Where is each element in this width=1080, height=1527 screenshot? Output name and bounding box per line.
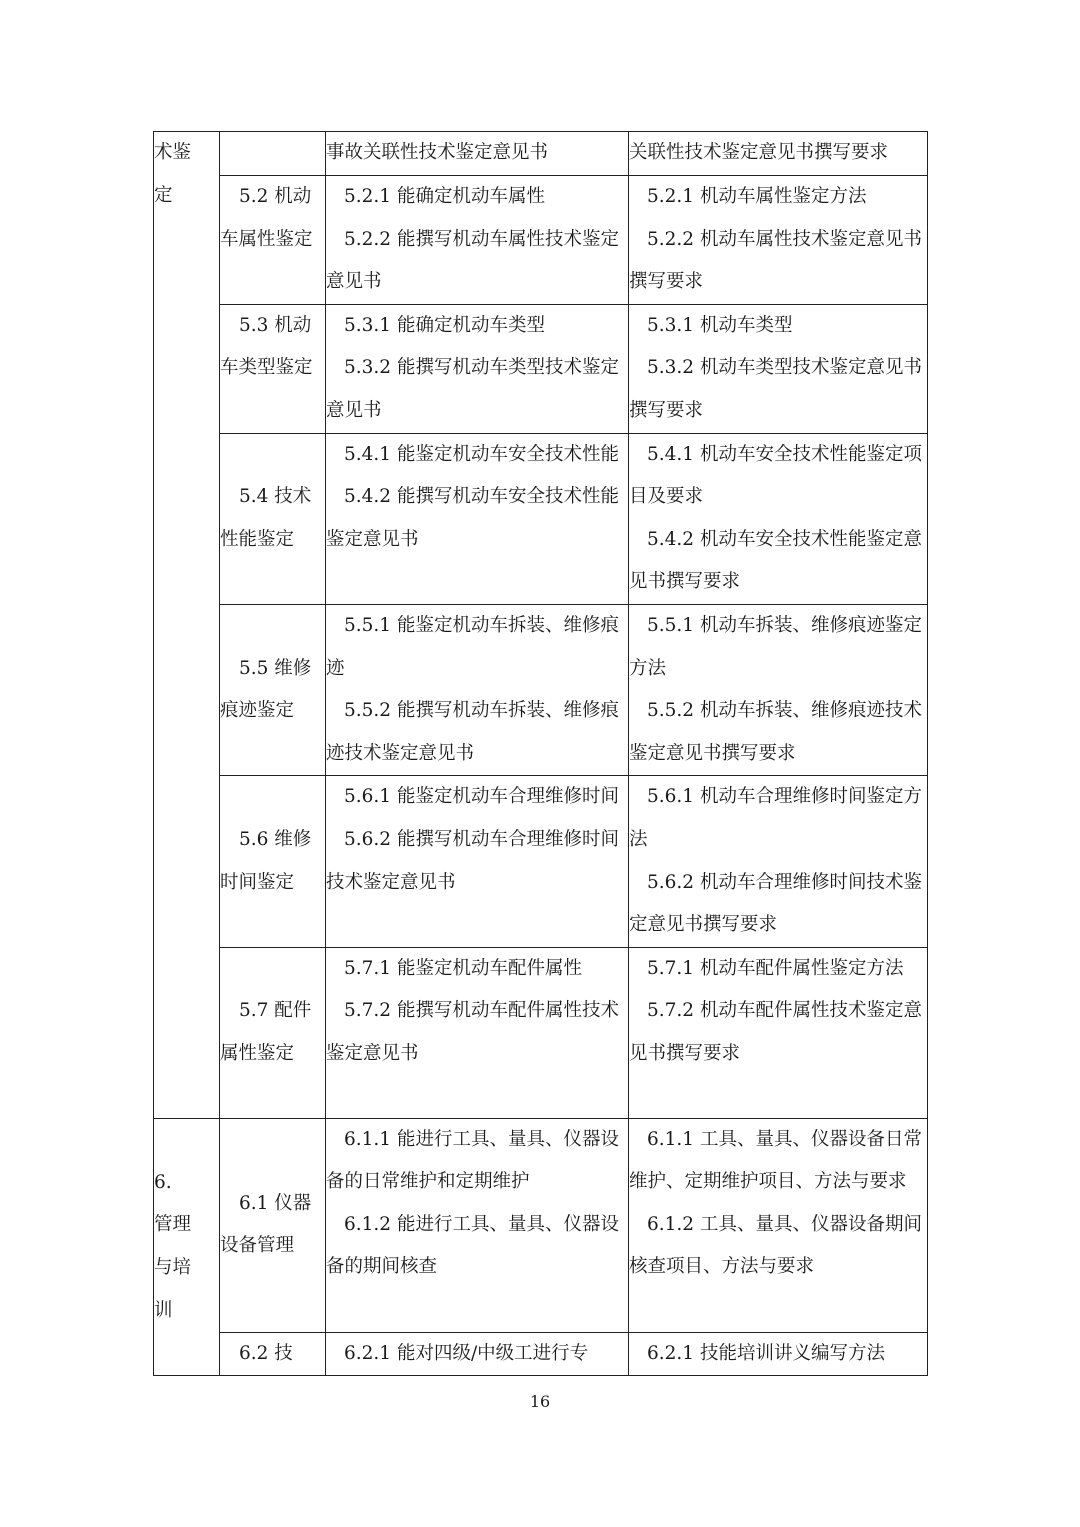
skill-item: 5.2.1 能确定机动车属性 — [344, 186, 545, 207]
knowledge-cell — [629, 304, 928, 433]
knowledge-cell — [629, 1118, 928, 1332]
skill-cell — [326, 947, 629, 1118]
knowledge-cell — [629, 776, 928, 947]
knowledge-item: 5.4.2 机动车安全技术性能鉴定意见书撰写要求 — [629, 528, 922, 593]
knowledge-item: 5.6.2 机动车合理维修时间技术鉴定意见书撰写要求 — [629, 871, 922, 936]
category-label: 6. 管理 与培 训 — [154, 1171, 192, 1321]
knowledge-item: 5.7.1 机动车配件属性鉴定方法 — [647, 957, 904, 979]
unit-label: 5.7 配件属性鉴定 — [220, 1000, 312, 1064]
knowledge-cell — [629, 947, 928, 1118]
knowledge-item: 5.5.1 机动车拆装、维修痕迹鉴定方法 — [629, 614, 922, 679]
category-cell — [154, 1118, 220, 1376]
skill-item: 5.3.2 能撰写机动车类型技术鉴定意见书 — [326, 357, 619, 421]
unit-label: 5.2 机动车属性鉴定 — [220, 186, 313, 250]
table-row — [154, 304, 928, 433]
skill-cell — [326, 433, 629, 604]
skill-item: 5.5.1 能鉴定机动车拆装、维修痕迹 — [326, 614, 619, 679]
table-row — [154, 176, 928, 305]
skill-item: 5.2.2 能撰写机动车属性技术鉴定意见书 — [326, 228, 619, 293]
unit-cell — [220, 176, 326, 305]
unit-cell — [220, 947, 326, 1118]
knowledge-cell — [629, 604, 928, 775]
skill-item: 5.7.2 能撰写机动车配件属性技术鉴定意见书 — [326, 1000, 619, 1064]
unit-cell — [220, 132, 326, 176]
knowledge-item: 5.2.2 机动车属性技术鉴定意见书撰写要求 — [629, 228, 922, 293]
skill-item: 5.4.2 能撰写机动车安全技术性能鉴定意见书 — [326, 486, 619, 550]
unit-cell — [220, 433, 326, 604]
knowledge-cell — [629, 176, 928, 305]
knowledge-item: 5.2.1 机动车属性鉴定方法 — [647, 186, 867, 207]
skill-item: 6.1.1 能进行工具、量具、仪器设备的日常维护和定期维护 — [326, 1128, 619, 1193]
skill-cell — [326, 776, 629, 947]
skill-cell — [326, 176, 629, 305]
competency-table — [153, 131, 928, 1376]
knowledge-item: 5.7.2 机动车配件属性技术鉴定意见书撰写要求 — [629, 1000, 922, 1064]
unit-cell — [220, 776, 326, 947]
skill-item: 5.3.1 能确定机动车类型 — [344, 314, 545, 336]
knowledge-item: 关联性技术鉴定意见书撰写要求 — [629, 142, 889, 163]
knowledge-item: 5.3.2 机动车类型技术鉴定意见书撰写要求 — [629, 357, 922, 421]
knowledge-item: 6.1.2 工具、量具、仪器设备期间核查项目、方法与要求 — [629, 1213, 922, 1278]
skill-cell — [326, 304, 629, 433]
table-row — [154, 132, 928, 176]
table-row — [154, 776, 928, 947]
knowledge-item: 6.2.1 技能培训讲义编写方法 — [647, 1342, 885, 1364]
skill-item: 6.1.2 能进行工具、量具、仪器设备的期间核查 — [326, 1213, 619, 1278]
knowledge-cell — [629, 1332, 928, 1376]
unit-label: 5.5 维修痕迹鉴定 — [220, 657, 312, 722]
knowledge-item: 5.4.1 机动车安全技术性能鉴定项目及要求 — [629, 443, 922, 508]
table-row — [154, 433, 928, 604]
knowledge-cell — [629, 433, 928, 604]
knowledge-item: 5.5.2 机动车拆装、维修痕迹技术鉴定意见书撰写要求 — [629, 700, 922, 764]
unit-label: 5.3 机动车类型鉴定 — [220, 314, 313, 379]
unit-label: 6.2 技 — [239, 1342, 293, 1364]
skill-item: 5.6.1 能鉴定机动车合理维修时间 — [344, 786, 619, 808]
skill-cell — [326, 1332, 629, 1376]
category-cell — [154, 132, 220, 1119]
knowledge-item: 5.6.1 机动车合理维修时间鉴定方法 — [629, 786, 922, 850]
knowledge-cell — [629, 132, 928, 176]
skill-cell — [326, 132, 629, 176]
knowledge-item: 6.1.1 工具、量具、仪器设备日常维护、定期维护项目、方法与要求 — [629, 1128, 922, 1193]
skill-item: 6.2.1 能对四级/中级工进行专 — [344, 1342, 589, 1364]
unit-cell — [220, 1332, 326, 1376]
unit-label: 5.4 技术性能鉴定 — [220, 486, 312, 550]
knowledge-item: 5.3.1 机动车类型 — [647, 314, 793, 336]
table-row — [154, 1118, 928, 1332]
unit-cell — [220, 604, 326, 775]
unit-label: 6.1 仪器设备管理 — [220, 1192, 312, 1257]
table-row — [154, 1332, 928, 1376]
unit-cell — [220, 1118, 326, 1332]
skill-item: 5.6.2 能撰写机动车合理维修时间技术鉴定意见书 — [326, 828, 619, 893]
category-label: 术鉴 定 — [154, 142, 192, 206]
skill-cell — [326, 604, 629, 775]
skill-item: 事故关联性技术鉴定意见书 — [326, 142, 549, 163]
page-number: 16 — [529, 1392, 551, 1411]
skill-cell — [326, 1118, 629, 1332]
unit-label: 5.6 维修时间鉴定 — [220, 828, 312, 893]
table-row — [154, 604, 928, 775]
skill-item: 5.4.1 能鉴定机动车安全技术性能 — [344, 443, 619, 465]
skill-item: 5.7.1 能鉴定机动车配件属性 — [344, 957, 582, 979]
table-row — [154, 947, 928, 1118]
unit-cell — [220, 304, 326, 433]
skill-item: 5.5.2 能撰写机动车拆装、维修痕迹技术鉴定意见书 — [326, 700, 619, 764]
